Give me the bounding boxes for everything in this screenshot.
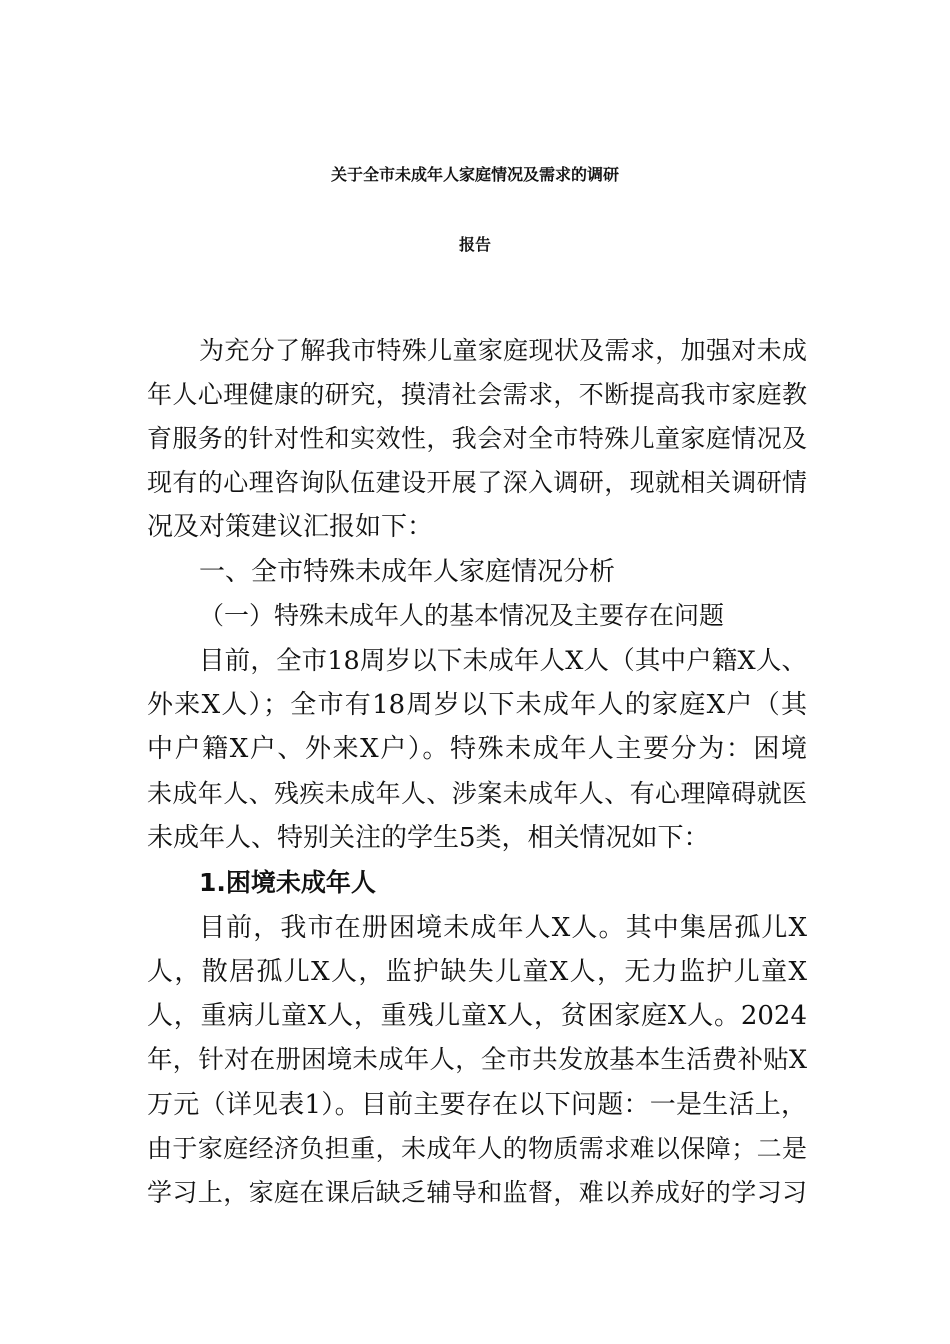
intro-line-3: 育服务的针对性和实效性，我会对全市特殊儿童家庭情况及 [147,424,807,453]
para3-line-4: 年，针对在册困境未成年人，全市共发放基本生活费补贴X [147,1045,807,1075]
document-title-line-2: 报告 [458,235,491,254]
para2-line-1: 目前，全市18周岁以下未成年人X人（其中户籍X人、 [199,646,807,676]
para2-line-5: 未成年人、特别关注的学生5类，相关情况如下： [147,823,710,853]
intro-line-1: 为充分了解我市特殊儿童家庭现状及需求，加强对未成 [199,336,807,365]
document-title-line-1: 关于全市未成年人家庭情况及需求的调研 [330,165,619,184]
section-1-heading: 一、全市特殊未成年人家庭情况分析 [199,557,616,587]
para3-line-6: 由于家庭经济负担重，未成年人的物质需求难以保障；二是 [147,1134,807,1163]
para3-line-2: 人，散居孤儿X人，监护缺失儿童X人，无力监护儿童X [147,957,807,987]
para2-line-3: 中户籍X户、外来X户）。特殊未成年人主要分为：困境 [147,734,807,764]
intro-line-2: 年人心理健康的研究，摸清社会需求，不断提高我市家庭教 [147,380,807,409]
subsection-1-heading: （一）特殊未成年人的基本情况及主要存在问题 [199,601,725,630]
intro-line-5: 况及对策建议汇报如下： [147,512,434,542]
intro-line-4: 现有的心理咨询队伍建设开展了深入调研，现就相关调研情 [147,468,807,497]
para2-line-4: 未成年人、残疾未成年人、涉案未成年人、有心理障碍就医 [147,779,807,808]
para3-line-5: 万元（详见表1）。目前主要存在以下问题：一是生活上， [147,1090,807,1120]
para3-line-1: 目前，我市在册困境未成年人X人。其中集居孤儿X [199,913,807,943]
para3-line-7: 学习上，家庭在课后缺乏辅导和监督，难以养成好的学习习 [147,1178,807,1207]
item-1-heading: 1.困境未成年人 [199,868,376,897]
para2-line-2: 外来X人）；全市有18周岁以下未成年人的家庭X户（其 [147,690,807,720]
para3-line-3: 人，重病儿童X人，重残儿童X人，贫困家庭X人。2024 [147,1001,807,1031]
